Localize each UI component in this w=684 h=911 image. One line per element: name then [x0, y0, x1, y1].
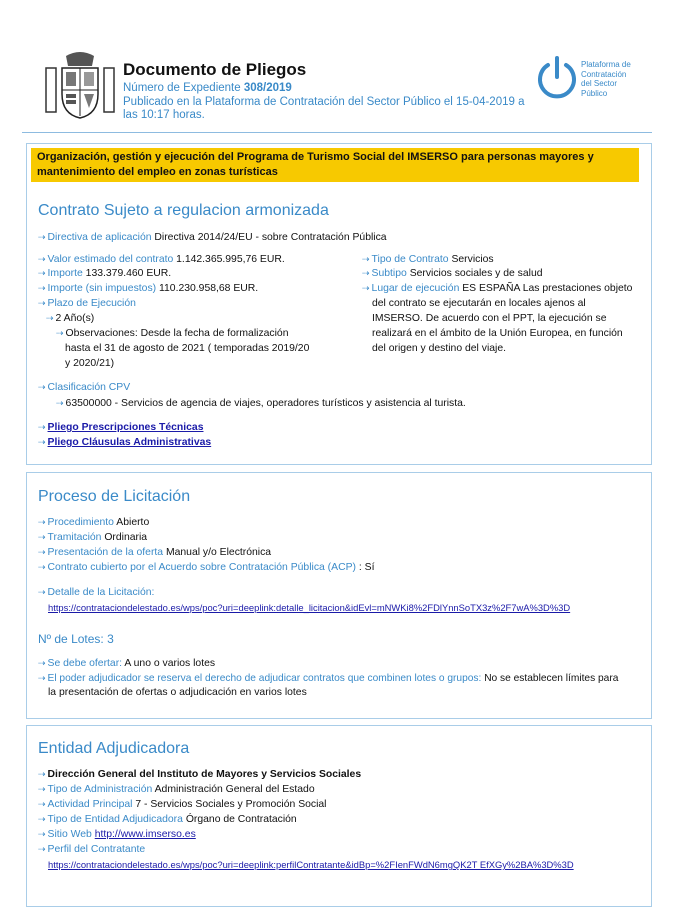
importe-label: Importe	[47, 268, 83, 279]
acp-row	[38, 561, 374, 574]
cpv-value: 63500000 - Servicios de agencia de viajes, operadores turísticos y asistencia al turista.	[65, 398, 466, 409]
arrow-bullet-icon: ⇢	[38, 437, 46, 447]
importe-row	[38, 267, 171, 280]
arrow-bullet-icon: ⇢	[56, 398, 64, 408]
subtipo-value: Servicios sociales y de salud	[409, 268, 543, 279]
arrow-bullet-icon: ⇢	[38, 799, 46, 809]
directiva-value: Directiva 2014/24/EU - sobre Contratación Pública	[154, 232, 387, 243]
actividad-label: Actividad Principal	[47, 799, 133, 810]
arrow-bullet-icon: ⇢	[38, 658, 46, 668]
tipo-contrato-value: Servicios	[451, 254, 494, 265]
platform-logo-text	[581, 60, 661, 98]
entidad-section-title: Entidad Adjudicadora	[38, 740, 190, 757]
plazo-value: 2 Año(s)	[55, 313, 95, 324]
acp-label: Contrato cubierto por el Acuerdo sobre Contratación Pública (ACP)	[47, 562, 356, 573]
page-title: Documento de Pliegos	[123, 60, 307, 79]
arrow-bullet-icon: ⇢	[38, 547, 46, 557]
published-line-1: Publicado en la Plataforma de Contratación del Sector Público el 15-04-2019 a	[123, 95, 525, 108]
detalle-url[interactable]: https://contrataciondelestado.es/wps/poc?uri=deeplink:detalle_licitacion&idEvl=mNWKi8%2FDlYnnSoTX3z%2F7wA%3D%3D	[48, 602, 571, 613]
tipo-admin-value: Administración General del Estado	[154, 784, 315, 795]
procedimiento-row	[38, 516, 149, 529]
arrow-bullet-icon: ⇢	[38, 673, 46, 683]
arrow-bullet-icon: ⇢	[38, 382, 46, 392]
importe-sin-row	[38, 282, 258, 295]
tipo-contrato-row	[362, 253, 494, 266]
procedimiento-label: Procedimiento	[47, 517, 114, 528]
observaciones-row	[56, 327, 288, 340]
contract-title-bar	[31, 148, 639, 182]
ofertar-row	[38, 657, 215, 670]
arrow-bullet-icon: ⇢	[38, 587, 46, 597]
arrow-bullet-icon: ⇢	[38, 844, 46, 854]
arrow-bullet-icon: ⇢	[38, 232, 46, 242]
cpv-row	[38, 381, 130, 394]
detalle-label: Detalle de la Licitación:	[47, 587, 155, 598]
lugar-line: realizará en el ámbito de la Unión Europea, en función	[372, 328, 623, 339]
platform-logo-line: Público	[581, 88, 608, 98]
valor-label: Valor estimado del contrato	[47, 254, 174, 265]
lugar-value: ES ESPAÑA Las prestaciones objeto	[462, 283, 633, 294]
entidad-name: Dirección General del Instituto de Mayores y Servicios Sociales	[47, 769, 362, 780]
subtipo-row	[362, 267, 543, 280]
observaciones-line: y 2020/21)	[65, 358, 115, 369]
arrow-bullet-icon: ⇢	[38, 254, 46, 264]
platform-logo-line: del Sector	[581, 79, 618, 88]
detalle-link[interactable]	[48, 601, 570, 614]
poder-label: El poder adjudicador se reserva el derecho de adjudicar contratos que combinen lotes o grupos:	[47, 673, 482, 684]
presentacion-label: Presentación de la oferta	[47, 547, 164, 558]
num-lotes-title: Nº de Lotes: 3	[38, 632, 114, 646]
tramitacion-label: Tramitación	[47, 532, 102, 543]
contract-title-line: Organización, gestión y ejecución del Programa de Turismo Social del IMSERSO para personas mayores y	[37, 151, 594, 163]
perfil-row	[38, 843, 145, 856]
lugar-row	[362, 282, 632, 295]
contract-section-title: Contrato Sujeto a regulacion armonizada	[38, 202, 329, 219]
presentacion-value: Manual y/o Electrónica	[165, 547, 272, 558]
arrow-bullet-icon: ⇢	[38, 422, 46, 432]
lugar-line: IMSERSO. De acuerdo con el PPT, la ejecución se	[372, 313, 607, 324]
importe-value: 133.379.460 EUR.	[85, 268, 172, 279]
ofertar-value: A uno o varios lotes	[124, 658, 216, 669]
poder-value: No se establecen límites para	[484, 673, 619, 684]
arrow-bullet-icon: ⇢	[38, 298, 46, 308]
pliego-tecnicas-row	[38, 421, 203, 434]
tipo-contrato-label: Tipo de Contrato	[371, 254, 449, 265]
lugar-label: Lugar de ejecución	[371, 283, 460, 294]
detalle-row	[38, 586, 154, 599]
arrow-bullet-icon: ⇢	[38, 814, 46, 824]
expediente-label: Número de Expediente	[123, 82, 241, 94]
arrow-bullet-icon: ⇢	[56, 328, 64, 338]
lugar-line: del contrato se ejecutarán en locales ajenos al	[372, 298, 586, 309]
arrow-bullet-icon: ⇢	[38, 268, 46, 278]
observaciones-line: hasta el 31 de agosto de 2021 ( temporadas 2019/20	[65, 343, 310, 354]
arrow-bullet-icon: ⇢	[38, 283, 46, 293]
poder-value-line: la presentación de ofertas o adjudicación en varios lotes	[48, 687, 307, 698]
pliego-admin-link[interactable]: Pliego Cláusulas Administrativas	[47, 437, 212, 448]
contract-title-line: mantenimiento del empleo en zonas turísticas	[37, 166, 278, 178]
ofertar-label: Se debe ofertar:	[47, 658, 123, 669]
arrow-bullet-icon: ⇢	[38, 517, 46, 527]
arrow-bullet-icon: ⇢	[46, 313, 54, 323]
arrow-bullet-icon: ⇢	[38, 532, 46, 542]
arrow-bullet-icon: ⇢	[362, 254, 370, 264]
publication-info	[123, 82, 533, 123]
platform-logo-line: Plataforma de	[581, 60, 631, 69]
actividad-row	[38, 798, 327, 811]
published-line-2: las 10:17 horas.	[123, 109, 205, 121]
observaciones-line: Observaciones: Desde la fecha de formalización	[65, 328, 289, 339]
arrow-bullet-icon: ⇢	[38, 829, 46, 839]
header-divider	[22, 132, 652, 133]
arrow-bullet-icon: ⇢	[38, 769, 46, 779]
perfil-url[interactable]: https://contrataciondelestado.es/wps/poc?uri=deeplink:perfilContratante&idBp=%2FIenFWdN6mgQK2T EfXGy%2BA%3D%3D	[48, 859, 574, 870]
tipo-entidad-value: Órgano de Contratación	[185, 814, 297, 825]
procedimiento-value: Abierto	[116, 517, 150, 528]
tipo-entidad-label: Tipo de Entidad Adjudicadora	[47, 814, 183, 825]
pliego-admin-row	[38, 436, 211, 449]
cpv-label: Clasificación CPV	[47, 382, 131, 393]
cpv-value-row	[56, 397, 466, 410]
poder-row	[38, 672, 618, 685]
sitio-web-link[interactable]: http://www.imserso.es	[94, 829, 196, 840]
expediente-value: 308/2019	[243, 82, 292, 94]
tramitacion-row	[38, 531, 147, 544]
plazo-value-row	[46, 312, 94, 325]
lugar-line: del origen y destino del viaje.	[372, 343, 507, 354]
platform-power-logo-icon	[534, 55, 580, 101]
valor-value: 1.142.365.995,76 EUR.	[176, 254, 285, 265]
entidad-name-row	[38, 768, 361, 781]
perfil-label: Perfil del Contratante	[47, 844, 146, 855]
sitio-web-row	[38, 828, 196, 841]
plazo-label: Plazo de Ejecución	[47, 298, 136, 309]
tramitacion-value: Ordinaria	[104, 532, 148, 543]
acp-value: : Sí	[358, 562, 375, 573]
perfil-link[interactable]	[48, 858, 574, 871]
proceso-section-title: Proceso de Licitación	[38, 488, 191, 505]
tipo-admin-row	[38, 783, 315, 796]
presentacion-row	[38, 546, 271, 559]
actividad-value: 7 - Servicios Sociales y Promoción Social	[135, 799, 327, 810]
tipo-admin-label: Tipo de Administración	[47, 784, 153, 795]
tipo-entidad-row	[38, 813, 297, 826]
sitio-web-label: Sitio Web	[47, 829, 92, 840]
subtipo-label: Subtipo	[371, 268, 407, 279]
platform-logo-line: Contratación	[581, 69, 627, 79]
valor-row	[38, 253, 285, 266]
spain-crest-icon	[44, 50, 116, 122]
pliego-tecnicas-link[interactable]: Pliego Prescripciones Técnicas	[47, 422, 204, 433]
arrow-bullet-icon: ⇢	[362, 268, 370, 278]
arrow-bullet-icon: ⇢	[38, 784, 46, 794]
importe-sin-label: Importe (sin impuestos)	[47, 283, 157, 294]
importe-sin-value: 110.230.958,68 EUR.	[159, 283, 259, 294]
directiva-row	[38, 231, 387, 244]
arrow-bullet-icon: ⇢	[362, 283, 370, 293]
plazo-row	[38, 297, 136, 310]
arrow-bullet-icon: ⇢	[38, 562, 46, 572]
document-header	[0, 0, 684, 135]
directiva-label: Directiva de aplicación	[47, 232, 152, 243]
